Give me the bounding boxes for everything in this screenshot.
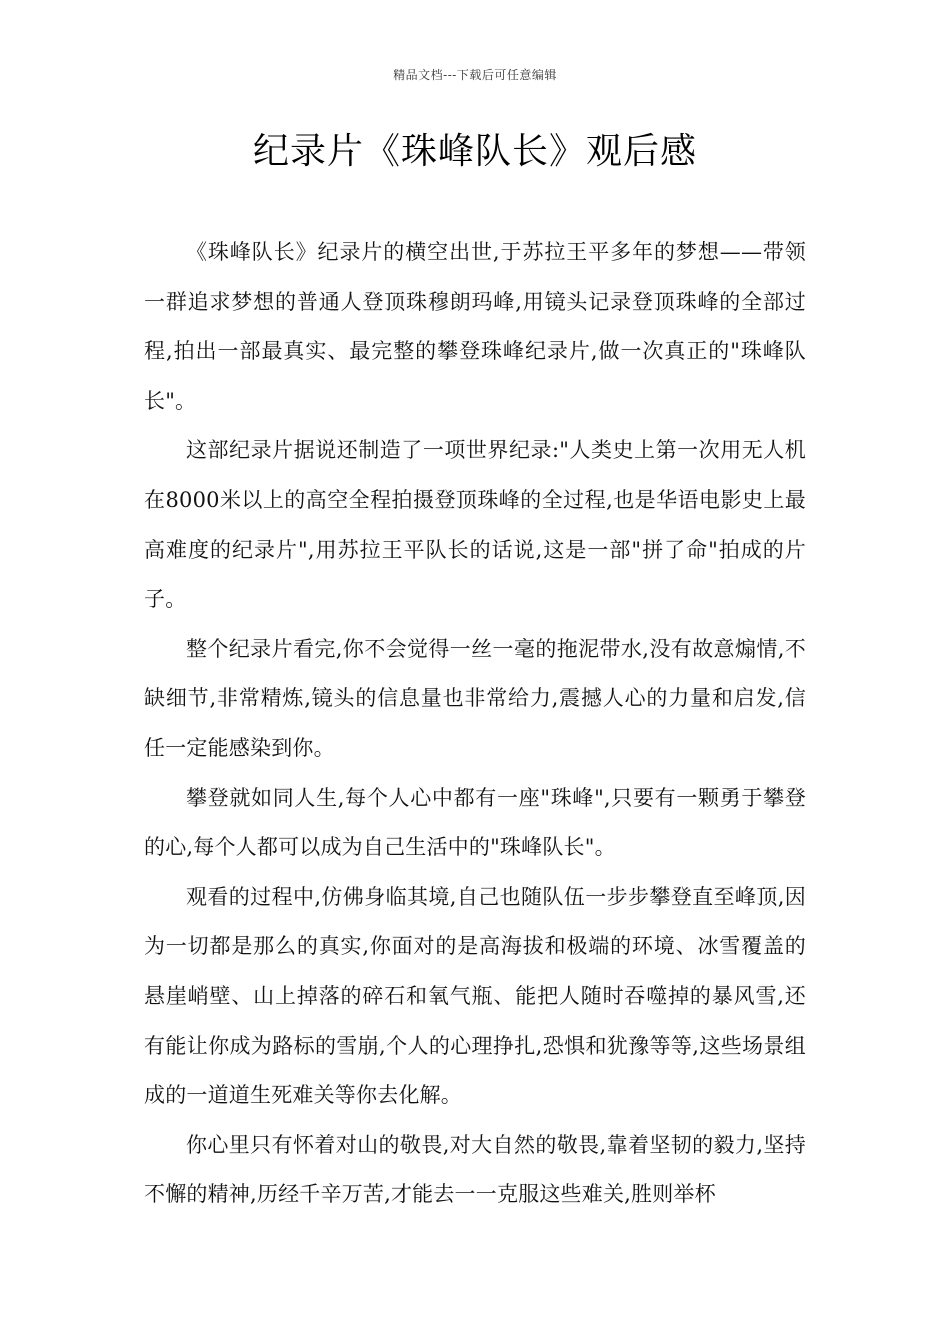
paragraph: 攀登就如同人生,每个人心中都有一座"珠峰",只要有一颗勇于攀登的心,每个人都可以成为自己生活中的"珠峰队长"。 [144, 785, 806, 860]
paragraph: 《珠峰队长》纪录片的横空出世,于苏拉王平多年的梦想——带领一群追求梦想的普通人登顶珠穆朗玛峰,用镜头记录登顶珠峰的全部过程,拍出一部最真实、最完整的攀登珠峰纪录片,做一次真正的"珠峰队长"。 [144, 240, 806, 413]
paragraph: 你心里只有怀着对山的敬畏,对大自然的敬畏,靠着坚韧的毅力,坚持不懈的精神,历经千辛万苦,才能去一一克服这些难关,胜则举杯 [144, 1132, 806, 1207]
paragraph: 观看的过程中,仿佛身临其境,自己也随队伍一步步攀登直至峰顶,因为一切都是那么的真实,你面对的是高海拔和极端的环境、冰雪覆盖的悬崖峭壁、山上掉落的碎石和氧气瓶、能把人随时吞噬掉的暴风雪,还有能让你成为路标的雪崩,个人的心理挣扎,恐惧和犹豫等等,这些场景组成的一道道生死难关等你去化解。 [144, 884, 806, 1108]
paragraph: 这部纪录片据说还制造了一项世界纪录:"人类史上第一次用无人机在8000米以上的高空全程拍摄登顶珠峰的全过程,也是华语电影史上最高难度的纪录片",用苏拉王平队长的话说,这是一部"拼了命"拍成的片子。 [144, 438, 806, 612]
header-note: 精品文档---下载后可任意编辑 [393, 68, 557, 82]
document-body [144, 228, 806, 1220]
document-title: 纪录片《珠峰队长》观后感 [252, 131, 697, 172]
paragraph: 整个纪录片看完,你不会觉得一丝一毫的拖泥带水,没有故意煽情,不缺细节,非常精炼,镜头的信息量也非常给力,震撼人心的力量和启发,信任一定能感染到你。 [144, 636, 806, 760]
